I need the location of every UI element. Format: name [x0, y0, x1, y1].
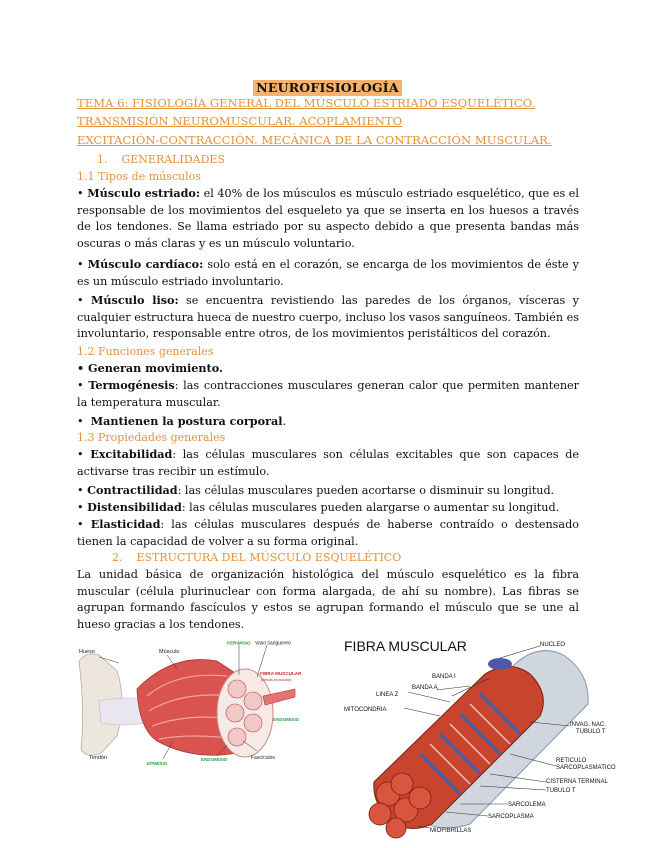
document-title: NEUROFISIOLOGÍA: [253, 80, 402, 96]
text-generan: Generan movimiento.: [88, 361, 223, 375]
label-epimisio: EPIMISIO: [147, 761, 168, 766]
label-hueso: Hueso: [79, 649, 95, 655]
paragraph-estructura: La unidad básica de organización histológica del músculo esquelético es la fibra muscular (célula plurinuclear con forma alargada, de ahí su nombre). Las fibras se agrupan formando fascículos y estos se agrupan formando el músculo que se une al hueso gracias a los tendones.: [77, 568, 579, 631]
title-row: [0, 77, 655, 96]
label-miofibrillas: MIOFIBRILLAS: [430, 828, 472, 834]
label-sarcolema: SARCOLEMA: [508, 802, 546, 808]
label-reticulo-1: RETICULO: [556, 758, 587, 764]
label-sarcoplasma: SARCOPLASMA: [488, 814, 534, 820]
label-invag-2: TUBULO T: [576, 729, 606, 735]
text-cardiaco: solo está en el corazón, se encarga de los movimientos de éste y es un músculo estriado involuntario.: [77, 258, 579, 288]
label-endomisio: ENDOMISIO: [273, 717, 300, 722]
term-excitabilidad: Excitabilidad: [90, 447, 173, 461]
subheading-tipos: 1.1 Tipos de músculos: [77, 170, 201, 183]
label-mitocondria: MITOCONDRIA: [344, 707, 387, 713]
paragraph-musculo-estriado: • Músculo estriado: el 40% de los músculos es músculo estriado esquelético, que es el responsable de los movimientos del esqueleto ya que se inserta en los huesos a través de los tendones. Se llama estriado por su aspecto debido a que presenta bandas más oscuras o más claras y es un músculo voluntario.: [77, 186, 580, 250]
list-item-excitabilidad: • Excitabilidad: las células musculares son células excitables que son capaces de activarse tras recibir un estímulo.: [77, 447, 579, 478]
term-cardiaco: Músculo cardíaco:: [87, 257, 204, 271]
label-banda-i: BANDA I: [432, 674, 456, 680]
subtitle-line-2: TRANSMISIÓN NEUROMUSCULAR. ACOPLAMIENTO: [77, 114, 403, 128]
subheading-propiedades: 1.3 Propiedades generales: [77, 431, 226, 444]
paragraph-musculo-liso: • Músculo liso: se encuentra revistiendo las paredes de los órganos, vísceras y cualquier estructura hueca de nuestro cuerpo, incluso los vasos sanguíneos. También es involuntario, responsable entre otros, de los movimientos peristálticos del corazón.: [77, 293, 580, 341]
label-celula: (célula muscular): [261, 677, 292, 682]
text-liso: se encuentra revistiendo las paredes de los órganos, vísceras y cualquier estructura hueca de nuestro cuerpo, incluso los vasos sanguíneos. También es involuntario, responsable entre otros, de los movimientos peristálticos del corazón.: [77, 294, 580, 341]
label-cisterna: CISTERNA TERMINAL: [546, 779, 608, 785]
label-fibra: FIBRA MUSCULAR: [260, 671, 302, 676]
term-estriado: Músculo estriado:: [87, 186, 201, 200]
label-tendon: Tendón: [89, 755, 108, 761]
section-heading-generalidades: 1. GENERALIDADES: [97, 153, 225, 166]
text-excitabilidad: : las células musculares son células excitables que son capaces de activarse tras recibir un estímulo.: [77, 448, 579, 478]
term-contractilidad: Contractilidad: [87, 483, 178, 497]
label-endomisio-2: ENDOMISIO: [201, 757, 228, 762]
list-item-generan-movimiento: • Generan movimiento.: [77, 361, 223, 375]
label-musculo: Músculo: [159, 649, 180, 655]
term-termogenesis: Termogénesis: [88, 378, 175, 392]
label-fasciculos: Fascículos: [251, 755, 275, 761]
label-nucleo: NUCLEO: [540, 642, 566, 648]
subtitle-line-3: EXCITACIÓN-CONTRACCIÓN. MECÁNICA DE LA CONTRACCIÓN MUSCULAR.: [77, 133, 552, 147]
term-distensibilidad: Distensibilidad: [87, 500, 182, 514]
text-termogenesis: : las contracciones musculares generan calor que permiten mantener la temperatura muscular.: [77, 379, 580, 409]
label-linea-z: LINEA Z: [376, 692, 399, 698]
subtitle-line-1: TEMA 6: FISIOLOGÍA GENERAL DEL MÚSCULO ESTRIADO ESQUELÉTICO.: [77, 96, 536, 110]
label-banda-a: BANDA A: [412, 685, 438, 691]
label-invag-1: INVAG. NAC.: [570, 722, 606, 728]
label-vaso: Vaso sanguíneo: [255, 641, 291, 647]
text-contractilidad: : las células musculares pueden acortarse o disminuir su longitud.: [177, 484, 555, 497]
fiber-figure-title: FIBRA MUSCULAR: [344, 638, 467, 654]
list-item-termogenesis: • Termogénesis: las contracciones musculares generan calor que permiten mantener la temperatura muscular.: [77, 378, 580, 409]
text-distensibilidad: : las células musculares pueden alargarse o aumentar su longitud.: [181, 501, 560, 514]
section-heading-estructura: 2. ESTRUCTURA DEL MÚSCULO ESQUELÉTICO: [112, 551, 402, 564]
nucleus-shape: [488, 658, 512, 670]
term-postura: Mantienen la postura corporal: [90, 414, 283, 428]
text-estriado: el 40% de los músculos es músculo estriado esquelético, que es el responsable de los movimientos del esqueleto ya que se inserta en los huesos a través de los tendones. Se llama estriado por su aspecto debido a que presenta bandas más oscuras o más claras y es un músculo voluntario.: [77, 187, 580, 250]
term-elasticidad: Elasticidad: [90, 517, 161, 531]
list-item-postura: • Mantienen la postura corporal.: [77, 414, 287, 428]
muscle-structure-figure: [77, 641, 304, 771]
list-item-elasticidad: • Elasticidad: las células musculares después de haberse contraído o destensado tienen la capacidad de volver a su forma original.: [77, 517, 579, 548]
muscle-fiber-figure: [340, 634, 638, 839]
term-liso: Músculo liso:: [91, 293, 179, 307]
cross-section-shape: [217, 669, 273, 757]
label-tubulo-t: TUBULO T: [546, 788, 576, 794]
subheading-funciones: 1.2 Funciones generales: [77, 345, 214, 358]
list-item-contractilidad: • Contractilidad: las células musculares pueden acortarse o disminuir su longitud.: [77, 483, 555, 497]
label-reticulo-2: SARCOPLASMATICO: [556, 765, 616, 771]
list-item-distensibilidad: • Distensibilidad: las células musculares pueden alargarse o aumentar su longitud.: [77, 500, 560, 514]
label-perimisio: PERIMISIO: [227, 641, 251, 646]
paragraph-musculo-cardiaco: • Músculo cardíaco: solo está en el corazón, se encarga de los movimientos de éste y es un músculo estriado involuntario.: [77, 257, 579, 288]
text-elasticidad: : las células musculares después de haberse contraído o destensado tienen la capacidad de volver a su forma original.: [77, 518, 579, 548]
